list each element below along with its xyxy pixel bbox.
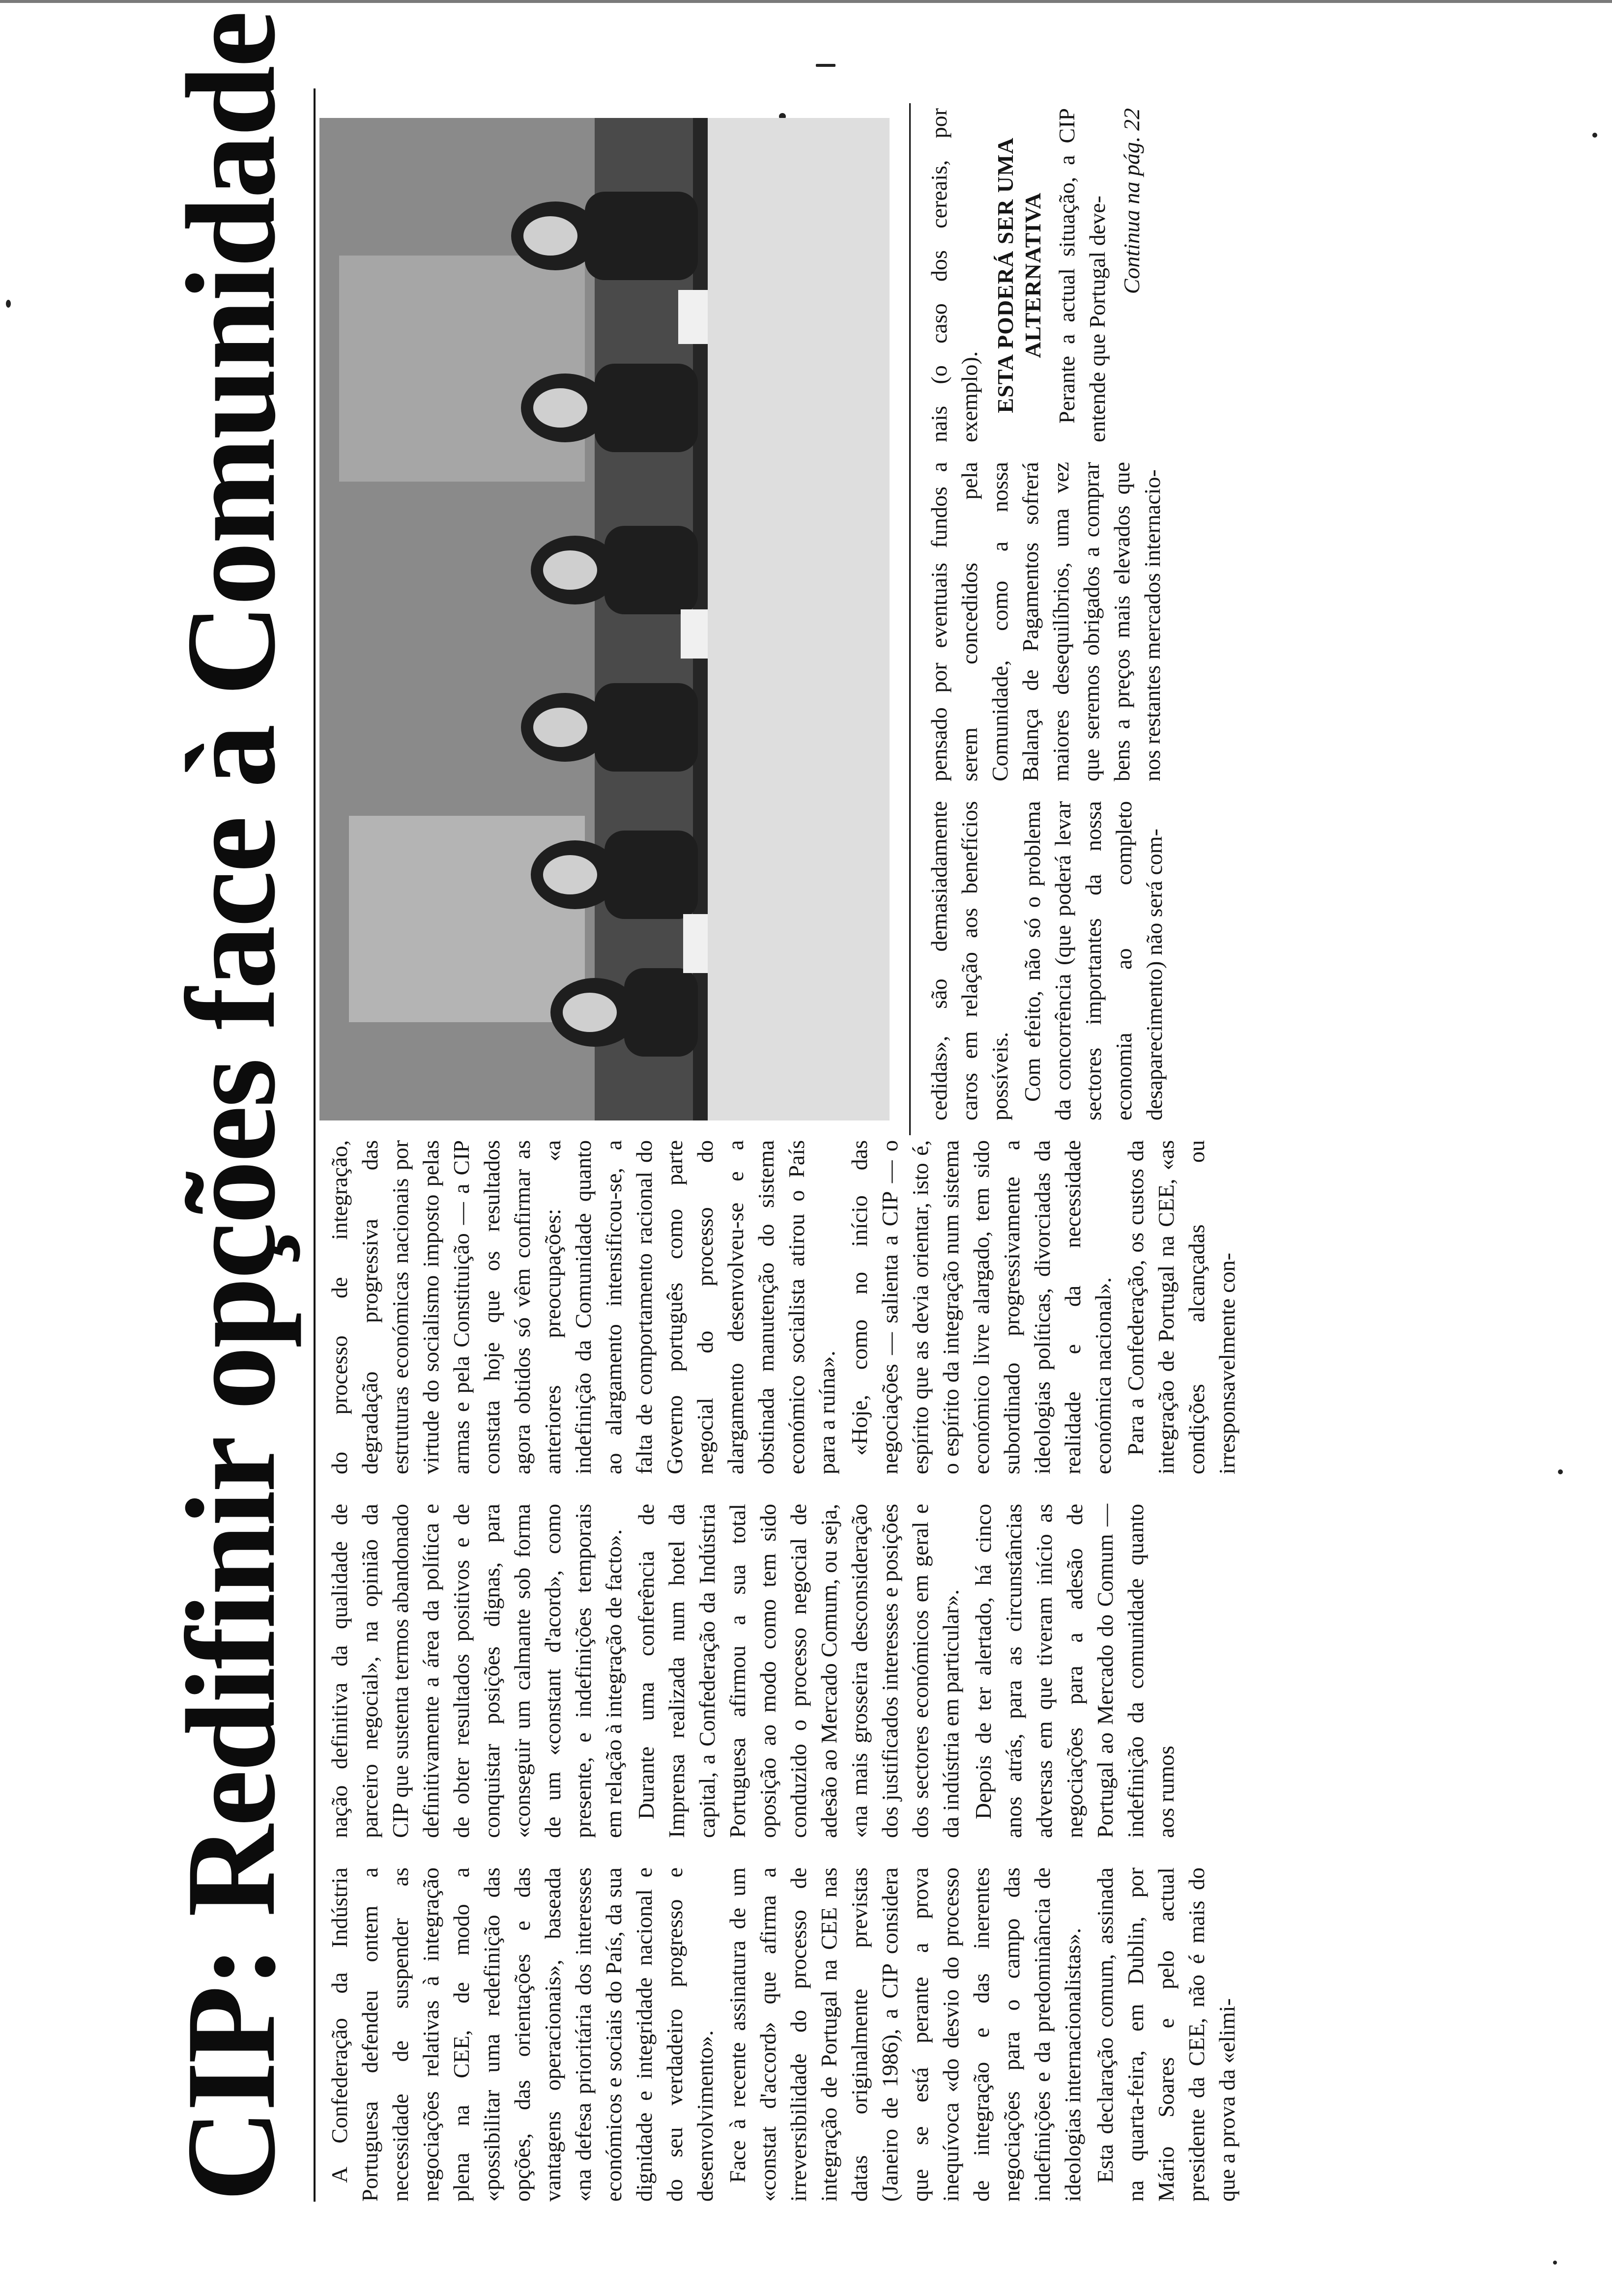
paragraph: Esta declaração comum, assinada na quarta-feira, em Dublin, por Mário Soares e pelo actual presidente da CEE, não é mais do que a prova da «elimi- (1093, 1867, 1239, 2202)
subheading: ESTA PODERÁ SER UMA ALTERNATIVA (993, 137, 1045, 413)
paragraph: Para a Confederação, os custos da integração de Portugal na CEE, «as condições alcançadas ou irresponsavelmente con- (1123, 1140, 1239, 1474)
paragraph: nais (o caso dos cereais, por exemplo). (926, 108, 982, 442)
article-column-1 (324, 1867, 1455, 2202)
paragraph: A Confederação da Indústria Portuguesa defendeu ontem a necessidade de suspender as negociações relativas à integração plena na CEE, de modo a «possibilitar uma redefinição das opções, das orientações e das vantagens operacionais», baseada «na defesa prioritária dos interesses económicos e sociais do País, da sua dignidade e integridade nacional e do seu verdadeiro progresso e desenvolvimento». (327, 1867, 718, 2202)
paragraph: Durante uma conferência de Imprensa realizada num hotel da capital, a Confederação da Indústria Portuguesa afirmou a sua total oposição ao modo como tem sido conduzido o processo negocial de adesão ao Mercado Comum, ou seja, «na mais grosseira desconsideração dos justificados interesses e posições dos sectores económicos em geral e da indústria em particular». (633, 1504, 963, 1838)
article-column-6 (924, 108, 1455, 442)
article-column-3 (324, 1140, 1455, 1474)
paragraph: Face à recente assinatura de um «constat d'accord» que afirma a irreversibilidade do processo de integração de Portugal na CEE nas datas originalmente previstas (Janeiro de 1986), a CIP considera que se está perante a prova inequívoca «do desvio do processo de integração e das inerentes negociações para o campo das indefinições e da predominância de ideologias internacionalistas». (725, 1867, 1085, 2202)
continued-on-page-note: Continua na pág. 22 (1119, 108, 1144, 294)
headline-rule (314, 88, 316, 2202)
headline: CIP: Redifinir opções face à Comunidade (160, 12, 302, 2202)
paragraph: do processo de integração, degradação progressiva das estruturas económicas nacionais por virtude do socialismo imposto pelas armas e pela Constituição — a CIP constata hoje que os resultados agora obtidos só vêm confirmar as anteriores preocupações: «a indefinição da Comunidade quanto ao alargamento intensificou-se, a falta de comportamento racional do Governo português como parte negocial do processo do alargamento desenvolveu-se e a obstinada manutenção do sistema económico socialista atirou o País para a ruína». (327, 1140, 839, 1474)
paragraph: Depois de ter alertado, há cinco anos atrás, para as circunstâncias adversas em que tiveram início as negociações para a adesão de Portugal ao Mercado do Comum — indefinição da comunidade quanto aos rumos (971, 1504, 1179, 1838)
press-conference-photo (319, 118, 890, 1120)
photo-rule (909, 103, 911, 1135)
paragraph: pensado por eventuais fundos a serem concedidos pela Comunidade, como a nossa Balança de Pagamentos sofrerá maiores desequilíbrios, uma vez que seremos obrigados a comprar bens a preços mais elevados que nos restantes mercados internacio- (926, 462, 1165, 781)
article-column-5 (924, 462, 1455, 781)
paragraph: Perante a actual situação, a CIP entende que Portugal deve- (1054, 108, 1110, 442)
paragraph: «Hoje, como no início das negociações — salienta a CIP — o espírito que as devia orientar, isto é, o espírito da integração num sistema económico livre alargado, tem sido subordinado progressivamente a ideologias políticas, divorciadas da realidade e da necessidade económica nacional». (847, 1140, 1116, 1474)
paragraph: nação definitiva da qualidade de parceiro negocial», na opinião da CIP que sustenta termos abandonado definitivamente a área da política e de obter resultados positivos e de conquistar posições dignas, para «conseguir um calmante sob forma de um «constant d'acord», como presente, e indefinições temporais em relação à integração de facto». (327, 1504, 626, 1838)
scan-edge-line (0, 0, 1612, 3)
press-photo (319, 118, 890, 1120)
paragraph: Com efeito, não só o problema da concorrência (que poderá levar sectores importantes da nossa economia ao completo desaparecimento) não será com- (1020, 801, 1167, 1120)
article-column-2 (324, 1504, 1455, 1838)
newspaper-clipping (157, 12, 1484, 2202)
paragraph: cedidas», são demasiadamente caros em relação aos benefícios possíveis. (926, 801, 1012, 1120)
article-column-4 (924, 801, 1455, 1120)
